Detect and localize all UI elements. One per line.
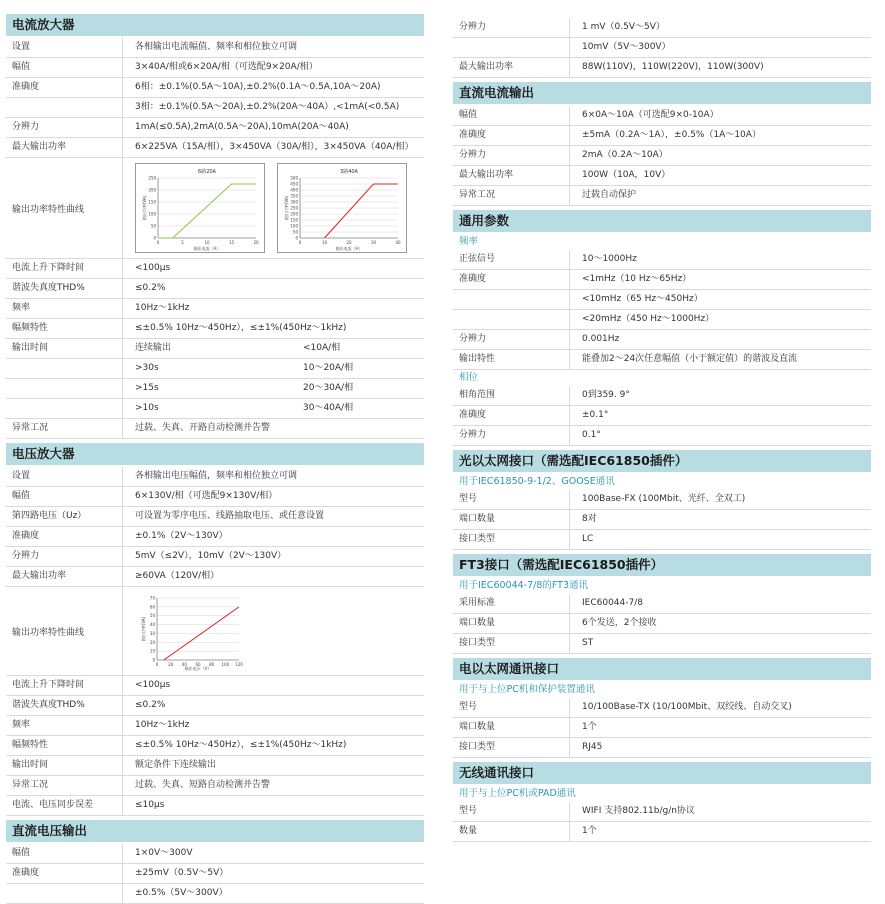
left-column <box>6 10 424 904</box>
row-value: ≤0.2% <box>135 283 166 293</box>
section-title-dc-voltage: 直流电压输出 <box>6 820 424 842</box>
table-row <box>453 58 871 78</box>
x-tick-label: 20 <box>253 240 259 245</box>
row-label: 输出特性 <box>453 350 570 369</box>
x-tick-label: 60 <box>195 662 201 667</box>
subheading-optical: 用于IEC61850-9-1/2、GOOSE通讯 <box>459 476 615 487</box>
voltage-amp-rows <box>6 467 424 587</box>
y-tick-label: 100 <box>290 223 298 229</box>
output-condition: 连续输出 <box>135 343 172 353</box>
subheading-ft3: 用于IEC60044-7/8的FT3通讯 <box>459 580 589 591</box>
table-row <box>453 270 871 290</box>
section-title-voltage-amp: 电压放大器 <box>6 443 424 465</box>
y-tick-label: 50 <box>292 229 298 235</box>
section-title-general: 通用参数 <box>453 210 871 232</box>
curve-label: 输出功率特性曲线 <box>6 587 123 675</box>
y-tick-label: 50 <box>149 613 155 619</box>
row-label: 接口类型 <box>453 530 570 549</box>
optical-rows <box>453 490 871 550</box>
x-tick-label: 30 <box>370 240 377 245</box>
section-title-dc-current: 直流电流输出 <box>453 82 871 104</box>
row-value: ≤10μs <box>135 800 165 810</box>
y-tick-label: 20 <box>149 639 155 645</box>
dc-current-rows <box>453 106 871 206</box>
table-row <box>453 310 871 330</box>
output-condition: >15s <box>135 383 159 393</box>
table-row <box>453 290 871 310</box>
x-tick-label: 40 <box>181 662 187 667</box>
row-value: RJ45 <box>582 742 603 752</box>
table-row <box>6 736 424 756</box>
row-label: 准确度 <box>6 78 123 97</box>
x-axis-label: 输出电流（A） <box>335 246 363 251</box>
row-value: 5mV（≤2V），10mV（2V～130V） <box>135 551 287 561</box>
table-row <box>453 38 871 58</box>
table-row <box>6 696 424 716</box>
table-row <box>6 756 424 776</box>
row-value: 能叠加2～24次任意幅值（小于额定值）的谐波及直流 <box>582 354 798 364</box>
row-value: 1 mV（0.5V～5V） <box>582 22 665 32</box>
row-value: 过载自动保护 <box>582 190 637 200</box>
wireless-rows <box>453 802 871 842</box>
table-row <box>453 698 871 718</box>
x-tick-label: 0 <box>156 240 160 245</box>
table-row <box>6 379 424 399</box>
row-label: 幅频特性 <box>6 736 123 755</box>
table-row <box>6 884 424 904</box>
row-label: 准确度 <box>453 406 570 425</box>
row-value: IEC60044-7/8 <box>582 598 643 608</box>
table-row <box>6 796 424 816</box>
table-row <box>6 467 424 487</box>
table-row <box>453 106 871 126</box>
row-label <box>6 359 123 378</box>
table-row <box>6 78 424 98</box>
section-title-wireless: 无线通讯接口 <box>453 762 871 784</box>
x-tick-label: 100 <box>221 662 230 667</box>
y-tick-label: 0 <box>152 657 155 663</box>
row-label: 最大输出功率 <box>453 166 570 185</box>
row-value: 1mA(≤0.5A),2mA(0.5A～20A),10mA(20A～40A) <box>135 122 349 132</box>
row-value: 0.001Hz <box>582 334 620 344</box>
table-row <box>6 419 424 439</box>
row-label: 异常工况 <box>6 419 123 438</box>
row-label: 幅值 <box>453 106 570 125</box>
y-tick-label: 200 <box>290 211 298 217</box>
row-value: 0.1° <box>582 430 601 440</box>
y-tick-label: 500 <box>290 175 298 181</box>
row-label: 最大输出功率 <box>453 58 570 77</box>
table-row <box>453 510 871 530</box>
row-label: 输出时间 <box>6 339 123 358</box>
x-axis-label: 输出电压（V） <box>184 666 212 671</box>
row-label: 谐波失真度THD% <box>6 696 123 715</box>
curve-label: 输出功率特性曲线 <box>6 158 123 258</box>
chart-title: 6路20A <box>198 169 216 175</box>
row-value: <20mHz（450 Hz～1000Hz） <box>582 314 715 324</box>
table-row <box>6 299 424 319</box>
ethernet-rows <box>453 698 871 758</box>
section-title-current-amp: 电流放大器 <box>6 14 424 36</box>
row-label: 异常工况 <box>453 186 570 205</box>
output-range: <10A/相 <box>303 343 341 353</box>
y-tick-label: 300 <box>290 199 298 205</box>
table-row <box>6 98 424 118</box>
row-value: <100μs <box>135 263 171 273</box>
table-row <box>6 716 424 736</box>
table-row <box>453 350 871 370</box>
y-tick-label: 50 <box>150 223 156 229</box>
row-label: 相角范围 <box>453 386 570 405</box>
table-row <box>453 166 871 186</box>
y-tick-label: 150 <box>290 217 298 223</box>
table-row <box>6 38 424 58</box>
row-value: ±25mV（0.5V～5V） <box>135 868 229 878</box>
power-curve-line <box>325 184 399 238</box>
row-label: 分辨力 <box>453 330 570 349</box>
row-value: 10Hz～1kHz <box>135 720 190 730</box>
output-condition: >10s <box>135 403 159 413</box>
y-tick-label: 400 <box>290 187 298 193</box>
row-value: 0到359. 9° <box>582 390 630 400</box>
row-label: 异常工况 <box>6 776 123 795</box>
table-row <box>6 399 424 419</box>
table-row <box>6 138 424 158</box>
row-value: ≥60VA（120V/相） <box>135 571 220 581</box>
row-value: 8对 <box>582 514 597 524</box>
row-label <box>6 98 123 117</box>
y-tick-label: 40 <box>149 622 155 628</box>
voltage-power-chart <box>135 590 245 672</box>
current-power-chart-3x40a <box>277 163 407 253</box>
x-tick-label: 5 <box>181 240 184 245</box>
table-row <box>453 614 871 634</box>
row-label: 准确度 <box>453 270 570 289</box>
row-label: 型号 <box>453 698 570 717</box>
current-amp-rows-2 <box>6 259 424 339</box>
row-label <box>6 399 123 418</box>
table-row <box>453 186 871 206</box>
section-title-ft3: FT3接口（需选配IEC61850插件） <box>453 554 871 576</box>
table-row <box>453 594 871 614</box>
right-column <box>453 18 871 842</box>
table-row <box>453 386 871 406</box>
row-label: 型号 <box>453 490 570 509</box>
table-row <box>453 146 871 166</box>
row-value: 3×40A/相或6×20A/相（可选配9×20A/相） <box>135 62 318 72</box>
output-range: 30～40A/相 <box>303 403 354 413</box>
table-row <box>6 527 424 547</box>
row-label: 数量 <box>453 822 570 841</box>
y-tick-label: 150 <box>148 199 156 205</box>
y-tick-label: 70 <box>149 595 155 601</box>
table-row <box>6 507 424 527</box>
row-value: 100Base-FX (100Mbit、光纤、全双工) <box>582 494 746 504</box>
row-label: 分辨力 <box>453 18 570 37</box>
row-label: 分辨力 <box>453 146 570 165</box>
dc-voltage-rows <box>6 844 424 904</box>
table-row <box>453 718 871 738</box>
row-value <box>123 399 424 418</box>
row-value: 6×225VA（15A/相），3×450VA（30A/相），3×450VA（40A/相） <box>135 142 414 152</box>
voltage-amp-curve-row <box>6 587 424 676</box>
row-value <box>123 379 424 398</box>
row-label: 频率 <box>6 716 123 735</box>
row-label: 幅值 <box>6 844 123 863</box>
row-label: 端口数量 <box>453 510 570 529</box>
table-row <box>453 822 871 842</box>
table-row <box>6 359 424 379</box>
x-axis-label: 输出电流（A） <box>193 246 221 251</box>
table-row <box>6 864 424 884</box>
row-value <box>123 339 424 358</box>
row-label: 端口数量 <box>453 718 570 737</box>
row-label <box>453 38 570 57</box>
table-row <box>6 58 424 78</box>
table-row <box>453 802 871 822</box>
current-amp-rows-3 <box>6 419 424 439</box>
row-value: 6相：±0.1%(0.5A～10A),±0.2%(0.1A～0.5A,10A～20A) <box>135 82 381 92</box>
y-tick-label: 0 <box>295 235 298 241</box>
row-value: ≤±0.5% 10Hz～450Hz），≤±1%(450Hz～1kHz) <box>135 323 347 333</box>
y-axis-label: 输出功率(VA) <box>142 195 147 221</box>
table-row <box>453 406 871 426</box>
row-label: 最大输出功率 <box>6 567 123 586</box>
row-value: 2mA（0.2A～10A） <box>582 150 668 160</box>
row-value: 10～1000Hz <box>582 254 637 264</box>
row-value <box>123 359 424 378</box>
row-label: 电流上升下降时间 <box>6 259 123 278</box>
y-tick-label: 350 <box>290 193 298 199</box>
row-value: 88W(110V)，110W(220V)，110W(300V) <box>582 62 764 72</box>
row-value: 6个发送，2个接收 <box>582 618 657 628</box>
table-row <box>453 426 871 446</box>
table-row <box>453 126 871 146</box>
table-row <box>453 250 871 270</box>
row-label: 端口数量 <box>453 614 570 633</box>
row-value: 10Hz～1kHz <box>135 303 190 313</box>
row-label: 准确度 <box>6 864 123 883</box>
section-title-optical-ethernet: 光以太网接口（需选配IEC61850插件） <box>453 450 871 472</box>
table-row <box>6 279 424 299</box>
table-row <box>6 547 424 567</box>
row-label: 电流上升下降时间 <box>6 676 123 695</box>
row-value: 各相输出电压幅值，频率和相位独立可调 <box>135 471 298 481</box>
x-tick-label: 0 <box>298 240 302 245</box>
x-tick-label: 20 <box>346 240 352 245</box>
x-tick-label: 40 <box>395 240 401 245</box>
row-label: 最大输出功率 <box>6 138 123 157</box>
subheading-frequency: 频率 <box>459 236 479 247</box>
power-curve-line <box>158 184 256 238</box>
table-row <box>6 844 424 864</box>
row-label: 频率 <box>6 299 123 318</box>
current-amp-output-time <box>6 339 424 419</box>
row-label: 幅值 <box>6 487 123 506</box>
table-row <box>6 259 424 279</box>
row-label: 分辨力 <box>6 547 123 566</box>
row-label: 幅频特性 <box>6 319 123 338</box>
table-row <box>453 530 871 550</box>
row-value: <10mHz（65 Hz～450Hz） <box>582 294 703 304</box>
output-condition: >30s <box>135 363 159 373</box>
general-freq-rows <box>453 250 871 370</box>
output-range: 10～20A/相 <box>303 363 354 373</box>
row-value: WIFI 支持802.11b/g/n协议 <box>582 806 695 816</box>
general-phase-rows <box>453 386 871 446</box>
table-row <box>453 738 871 758</box>
x-tick-label: 15 <box>228 240 235 245</box>
row-value: 各相输出电流幅值、频率和相位独立可调 <box>135 42 298 52</box>
row-value: ±0.1%（2V～130V） <box>135 531 228 541</box>
row-label: 输出时间 <box>6 756 123 775</box>
ft3-rows <box>453 594 871 654</box>
row-value: 6×0A～10A（可选配9×0-10A） <box>582 110 719 120</box>
row-value: ±0.5%（5V～300V） <box>135 888 228 898</box>
x-tick-label: 80 <box>209 662 215 667</box>
table-row <box>6 319 424 339</box>
row-value: 1个 <box>582 722 597 732</box>
dc-voltage-rows-cont <box>453 18 871 78</box>
section-title-ethernet: 电以太网通讯接口 <box>453 658 871 680</box>
row-value: 10mV（5V～300V） <box>582 42 671 52</box>
row-label <box>453 290 570 309</box>
row-value: 额定条件下连续输出 <box>135 760 217 770</box>
row-value: 3相：±0.1%(0.5A～20A),±0.2%(20A～40A）,<1mA(<0.5A) <box>135 102 400 112</box>
y-tick-label: 0 <box>153 235 156 241</box>
row-value: ≤0.2% <box>135 700 166 710</box>
row-value: ≤±0.5% 10Hz～450Hz），≤±1%(450Hz～1kHz) <box>135 740 347 750</box>
subheading-phase: 相位 <box>459 372 479 383</box>
y-tick-label: 60 <box>149 604 155 610</box>
row-label: 接口类型 <box>453 738 570 757</box>
row-label: 电流、电压同步误差 <box>6 796 123 815</box>
table-row <box>453 330 871 350</box>
y-tick-label: 100 <box>148 211 156 217</box>
row-label: 分辨力 <box>453 426 570 445</box>
row-label: 正弦信号 <box>453 250 570 269</box>
row-value: ±0.1° <box>582 410 609 420</box>
current-power-chart-6x20a <box>135 163 265 253</box>
row-label: 准确度 <box>453 126 570 145</box>
x-tick-label: 20 <box>168 662 174 667</box>
row-value: <1mHz（10 Hz～65Hz） <box>582 274 692 284</box>
row-label: 采用标准 <box>453 594 570 613</box>
chart-title: 3路40A <box>340 169 358 175</box>
table-row <box>6 339 424 359</box>
row-value: ±5mA（0.2A～1A），±0.5%（1A～10A） <box>582 130 761 140</box>
current-amp-rows <box>6 38 424 158</box>
subheading-wireless: 用于与上位PC机或PAD通讯 <box>459 788 576 799</box>
x-tick-label: 10 <box>204 240 210 245</box>
table-row <box>6 118 424 138</box>
row-value: 过载、失真、开路自动检测并告警 <box>135 423 271 433</box>
table-row <box>453 18 871 38</box>
row-value: ST <box>582 638 594 648</box>
y-tick-label: 450 <box>290 181 298 187</box>
row-value: 6×130V/相（可选配9×130V/相） <box>135 491 278 501</box>
row-label: 设置 <box>6 38 123 57</box>
table-row <box>453 634 871 654</box>
row-label: 型号 <box>453 802 570 821</box>
row-value: 过载、失真、短路自动检测并告警 <box>135 780 271 790</box>
y-tick-label: 10 <box>149 648 155 654</box>
table-row <box>6 487 424 507</box>
y-tick-label: 200 <box>148 187 156 193</box>
row-label: 谐波失真度THD% <box>6 279 123 298</box>
row-value: <100μs <box>135 680 171 690</box>
subheading-ethernet: 用于与上位PC机和保护装置通讯 <box>459 684 595 695</box>
row-label: 第四路电压（Uz） <box>6 507 123 526</box>
table-row <box>453 490 871 510</box>
row-label: 设置 <box>6 467 123 486</box>
row-value: 100W（10A，10V） <box>582 170 671 180</box>
row-value: 1个 <box>582 826 597 836</box>
output-range: 20～30A/相 <box>303 383 354 393</box>
row-label: 准确度 <box>6 527 123 546</box>
row-value: 1×0V～300V <box>135 848 193 858</box>
voltage-amp-rows-2 <box>6 676 424 816</box>
row-value: LC <box>582 534 594 544</box>
table-row <box>6 567 424 587</box>
current-amp-curve-row <box>6 158 424 259</box>
row-value: 可设置为零序电压、线路抽取电压、或任意设置 <box>135 511 325 521</box>
row-label: 接口类型 <box>453 634 570 653</box>
y-tick-label: 250 <box>148 175 156 181</box>
row-label <box>6 379 123 398</box>
y-axis-label: 输出功率(VA) <box>141 616 146 642</box>
row-label: 分辨力 <box>6 118 123 137</box>
row-value: 10/100Base-TX (10/100Mbit、双绞线、自动交叉) <box>582 702 792 712</box>
y-tick-label: 30 <box>149 630 155 636</box>
row-label <box>6 884 123 903</box>
row-label <box>453 310 570 329</box>
x-tick-label: 0 <box>155 662 159 667</box>
table-row <box>6 776 424 796</box>
x-tick-label: 10 <box>321 240 328 245</box>
y-axis-label: 输出功率(VA) <box>284 195 289 221</box>
table-row <box>6 676 424 696</box>
y-tick-label: 250 <box>290 205 298 211</box>
row-label: 幅值 <box>6 58 123 77</box>
x-tick-label: 120 <box>235 662 243 667</box>
